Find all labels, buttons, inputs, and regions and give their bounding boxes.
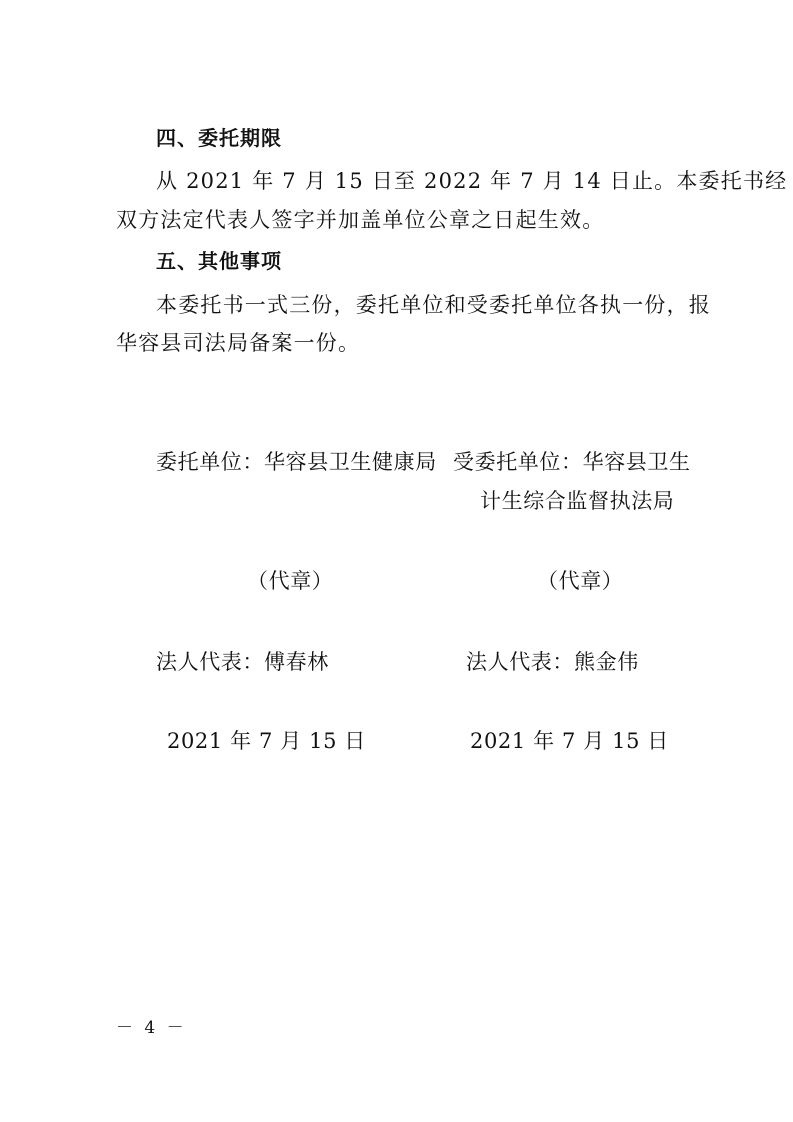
entrusted-unit-date: 2021 年 7 月 15 日 <box>470 729 669 753</box>
section-5-paragraph-line-2: 华容县司法局备案一份。 <box>116 331 361 355</box>
entrusted-unit-line-2: 计生综合监督执法局 <box>480 489 675 513</box>
entrusting-unit: 委托单位：华容县卫生健康局 <box>156 450 437 474</box>
section-5-paragraph-line-1: 本委托书一式三份，委托单位和受委托单位各执一份，报 <box>156 293 711 317</box>
entrusted-unit-representative: 法人代表：熊金伟 <box>466 650 639 674</box>
page-number: － 4 － <box>116 1018 187 1038</box>
entrusting-unit-representative: 法人代表：傅春林 <box>156 650 329 674</box>
section-4-paragraph-line-2: 双方法定代表人签字并加盖单位公章之日起生效。 <box>116 208 605 232</box>
section-4-paragraph-line-1: 从 2021 年 7 月 15 日至 2022 年 7 月 14 日止。本委托书经 <box>156 169 788 193</box>
entrusting-unit-date: 2021 年 7 月 15 日 <box>167 729 366 753</box>
entrusted-unit-line-1: 受委托单位：华容县卫生 <box>453 450 691 474</box>
entrusting-unit-seal: （代章） <box>247 569 334 593</box>
section-5-heading: 五、其他事项 <box>156 249 282 273</box>
section-4-heading: 四、委托期限 <box>156 126 282 150</box>
entrusted-unit-seal: （代章） <box>537 569 624 593</box>
